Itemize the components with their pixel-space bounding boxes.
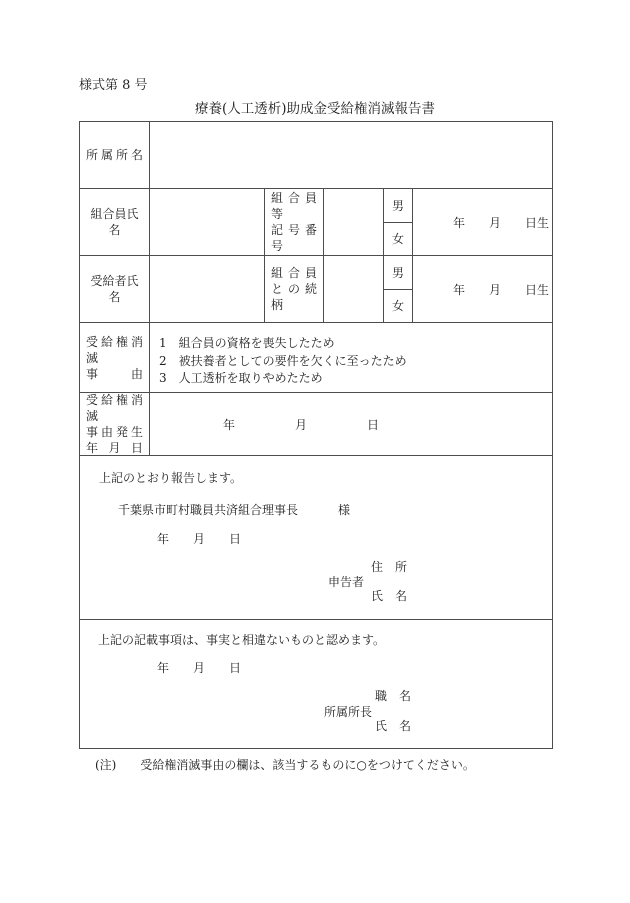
row-member-name [80, 189, 552, 256]
row-extinction-date [80, 393, 552, 456]
recipient-name-label: 受給者氏名 [90, 274, 139, 304]
member-sex-cell [384, 189, 413, 255]
extinction-reason-option-3[interactable]: 3 人工透析を取りやめたため [159, 371, 323, 385]
extinction-reason-option-2[interactable]: 2 被扶養者としての要件を欠くに至ったため [159, 353, 407, 368]
office-name-label: 所属所名 [86, 148, 143, 162]
report-honorific: 様 [338, 503, 351, 517]
extinction-date-field[interactable] [150, 393, 552, 455]
member-code-label-line2: 記号番号 [271, 223, 317, 253]
extinction-date-placeholder: 年 月 日 [223, 417, 380, 432]
member-sex-female[interactable]: 女 [391, 232, 404, 247]
recipient-name-label-cell [80, 256, 150, 322]
recipient-relation-field[interactable] [324, 256, 384, 322]
chief-position-label[interactable]: 職 名 [375, 689, 412, 703]
declarant-address-label[interactable]: 住 所 [371, 560, 408, 574]
chief-fields [375, 689, 411, 733]
extinction-date-label-line3: 年月日 [86, 441, 143, 455]
member-birth-date-label: 年 月 日生 [453, 215, 550, 230]
row-extinction-reason [80, 323, 552, 393]
recipient-sex-male[interactable]: 男 [384, 256, 412, 290]
extinction-reason-options [150, 323, 552, 392]
report-addressee: 千葉県市町村職員共済組合理事長 [118, 503, 299, 517]
report-statement: 上記のとおり報告します。 [99, 471, 243, 485]
declarant-fields [371, 560, 407, 603]
extinction-reason-label-cell [80, 323, 150, 392]
member-sex-male[interactable]: 男 [384, 189, 412, 223]
extinction-reason-label-line1: 受給権消滅 [86, 334, 143, 365]
member-birth-date-cell[interactable] [413, 189, 552, 255]
row-office-name [80, 122, 552, 189]
declarant-label: 申告者 [328, 575, 365, 589]
recipient-sex-female[interactable]: 女 [391, 299, 404, 314]
chief-label: 所属所長 [324, 704, 373, 719]
member-name-label-cell [80, 189, 150, 255]
member-name-field[interactable] [150, 189, 265, 255]
office-name-field[interactable] [150, 122, 552, 188]
recipient-relation-label-line1: 組合員 [271, 266, 317, 280]
declarant-name-label[interactable]: 氏 名 [371, 589, 408, 603]
member-name-label: 組合員氏名 [90, 207, 139, 237]
extinction-date-label-cell [80, 393, 150, 455]
member-code-label-line1: 組合員等 [271, 191, 317, 221]
certification-date-field[interactable]: 年 月 日 [157, 661, 242, 675]
footnote: (注) 受給権消滅事由の欄は、該当するものに○をつけてください。 [95, 758, 475, 772]
declarant-signature-block [328, 560, 407, 603]
extinction-date-label-line2: 事由発生 [86, 425, 143, 439]
form-number: 様式第 8 号 [79, 78, 148, 93]
row-report-statement [80, 456, 552, 620]
recipient-relation-label-cell [265, 256, 324, 322]
extinction-reason-option-1[interactable]: 1 組合員の資格を喪失したため [159, 336, 335, 350]
extinction-date-label-line1: 受給権消滅 [86, 393, 143, 423]
certification-statement: 上記の記載事項は、事実と相違ないものと認めます。 [98, 633, 386, 647]
report-addressee-line [118, 503, 552, 517]
row-recipient-name [80, 256, 552, 323]
recipient-birth-date-label: 年 月 日生 [453, 282, 550, 297]
document-title: 療養(人工透析)助成金受給権消滅報告書 [194, 101, 436, 117]
report-statement-cell [80, 456, 552, 619]
report-date-field[interactable]: 年 月 日 [157, 532, 242, 546]
member-code-label-cell [265, 189, 324, 255]
recipient-birth-date-cell[interactable] [413, 256, 552, 322]
office-name-label-cell [80, 122, 150, 188]
chief-name-label[interactable]: 氏 名 [375, 719, 412, 733]
recipient-sex-cell [384, 256, 413, 322]
report-form-table [79, 121, 553, 749]
recipient-relation-label-line2: との続柄 [271, 282, 317, 312]
certification-cell [80, 620, 552, 748]
member-code-field[interactable] [324, 189, 384, 255]
row-certification [80, 620, 552, 748]
recipient-name-field[interactable] [150, 256, 265, 322]
chief-signature-block [324, 689, 411, 733]
extinction-reason-label-line2: 事由 [86, 366, 143, 381]
